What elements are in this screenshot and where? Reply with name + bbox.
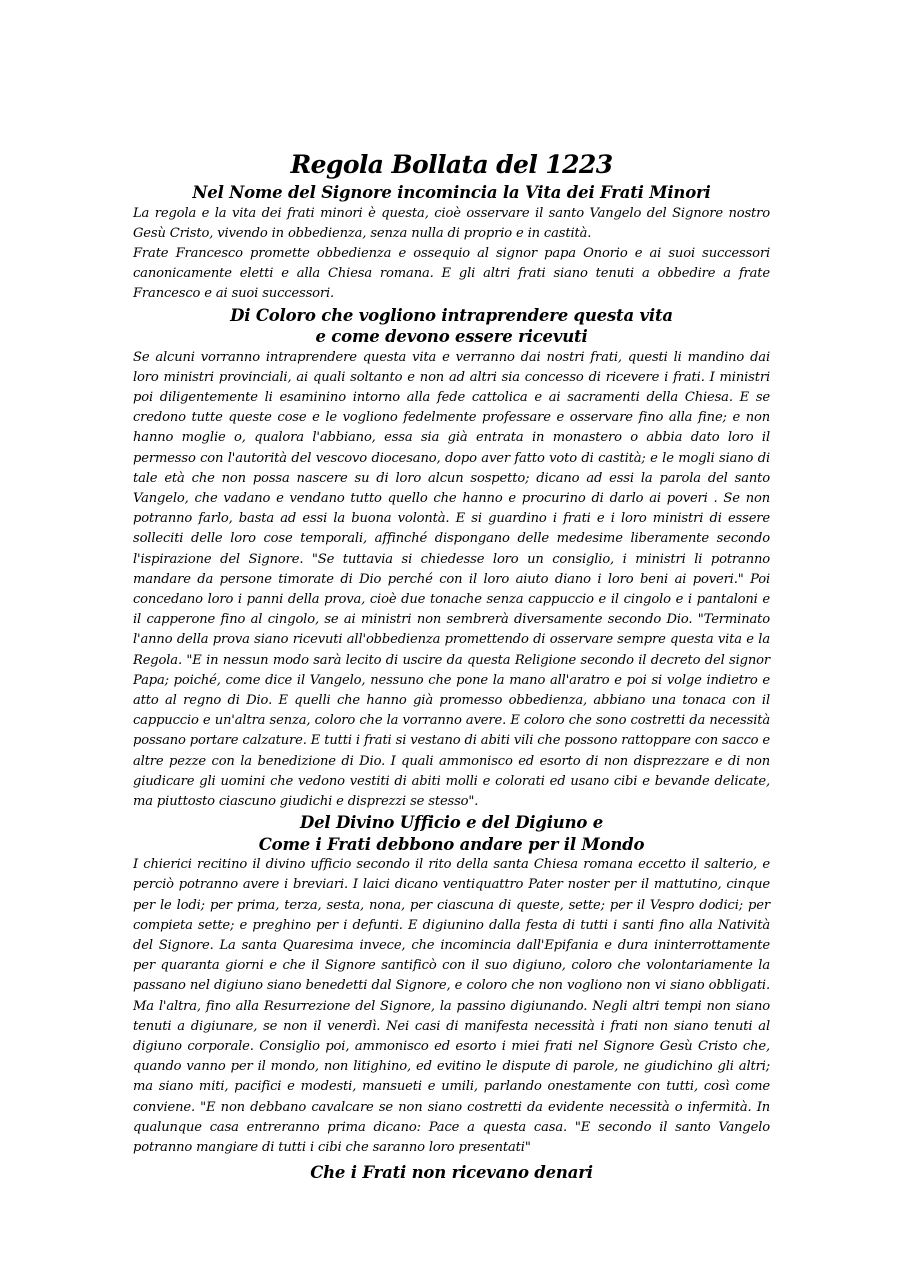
section-heading-line: e come devono essere ricevuti	[315, 327, 588, 347]
section-heading-line: Di Coloro che vogliono intraprendere questa vita	[230, 305, 673, 325]
section-heading-reception	[133, 305, 770, 348]
section-text-reception: Se alcuni vorranno intraprendere questa vita e verranno dai nostri frati, questi li mandino dai loro ministri provinciali, ai quali soltanto e non ad altri sia concesso di ricevere i frati. I ministri poi diligentemente li esaminino intorno alla fede cattolica e ai sacramenti della Chiesa. E se credono tutte queste cose e le vogliono fedelmente professare e osservare fino alla fine; e non hanno moglie o, qualora l'abbiano, essa sia già entrata in monastero o abbia dato loro il permesso con l'autorità del vescovo diocesano, dopo aver fatto voto di castità; e le mogli siano di tale età che non possa nascere su di loro alcun sospetto; dicano ad essi la parola del santo Vangelo, che vadano e vendano tutto quello che hanno e procurino di darlo ai poveri . Se non potranno farlo, basta ad essi la buona volontà. E si guardino i frati e i loro ministri di essere solleciti delle loro cose temporali, affinché dispongano delle medesime liberamente secondo l'ispirazione del Signore. "Se tuttavia si chiedesse loro un consiglio, i ministri li potranno mandare da persone timorate di Dio perché con il loro aiuto diano i loro beni ai poveri." Poi concedano loro i panni della prova, cioè due tonache senza cappuccio e il cingolo e i pantaloni e il capperone fino al cingolo, se ai ministri non sembrerà diversamente secondo Dio. "Terminato l'anno della prova siano ricevuti all'obbedienza promettendo di osservare sempre questa vita e la Regola. "E in nessun modo sarà lecito di uscire da questa Religione secondo il decreto del signor Papa; poiché, come dice il Vangelo, nessuno che pone la mano all'aratro e poi si volge indietro e atto al regno di Dio. E quelli che hanno già promesso obbedienza, abbiano una tonaca con il cappuccio e un'altra senza, coloro che la vorranno avere. E coloro che sono costretti da necessità possano portare calzature. E tutti i frati si vestano di abiti vili che possono rattoppare con sacco e altre pezze con la benedizione di Dio. I quali ammonisco ed esorto di non disprezzare e di non giudicare gli uomini che vedono vestiti di abiti molli e colorati ed usano cibi e bevande delicate, ma piuttosto ciascuno giudichi e disprezzi se stesso".	[133, 349, 770, 809]
section-heading-office-fasting	[133, 812, 770, 855]
document-page	[133, 148, 770, 1184]
intro-paragraph-2: Frate Francesco promette obbedienza e ossequio al signor papa Onorio e ai suoi successori canonicamente eletti e alla Chiesa romana. E gli altri frati siano tenuti a obbedire a frate Francesco e ai suoi successori.	[133, 245, 770, 302]
section-heading-line: Del Divino Ufficio e del Digiuno e	[299, 813, 604, 833]
intro-paragraph-1: La regola e la vita dei frati minori è questa, cioè osservare il santo Vangelo del Signore nostro Gesù Cristo, vivendo in obbedienza, senza nulla di proprio e in castità.	[133, 205, 770, 241]
section-heading-line: Come i Frati debbono andare per il Mondo	[258, 834, 645, 854]
section-heading-line: Che i Frati non ricevano denari	[310, 1163, 593, 1183]
document-subtitle: Nel Nome del Signore incomincia la Vita dei Frati Minori	[192, 183, 711, 202]
section-text-office-fasting: I chierici recitino il divino ufficio secondo il rito della santa Chiesa romana eccetto il salterio, e perciò potranno avere i breviari. I laici dicano ventiquattro Pater noster per il mattutino, cinque per le lodi; per prima, terza, sesta, nona, per ciascuna di queste, sette; per il Vespro dodici; per compieta sette; e preghino per i defunti. E digiunino dalla festa di tutti i santi fino alla Natività del Signore. La santa Quaresima invece, che incomincia dall'Epifania e dura ininterrottamente per quaranta giorni e che il Signore santificò con il suo digiuno, coloro che volontariamente la passano nel digiuno siano benedetti dal Signore, e coloro che non vogliono non vi siano obbligati. Ma l'altra, fino alla Resurrezione del Signore, la passino digiunando. Negli altri tempi non siano tenuti a digiunare, se non il venerdì. Nei casi di manifesta necessità i frati non siano tenuti al digiuno corporale. Consiglio poi, ammonisco ed esorto i miei frati nel Signore Gesù Cristo che, quando vanno per il mondo, non litighino, ed evitino le dispute di parole, ne giudichino gli altri; ma siano miti, pacifici e modesti, mansueti e umili, parlando onestamente con tutti, così come conviene. "E non debbano cavalcare se non siano costretti da evidente necessità o infermità. In qualunque casa entreranno prima dicano: Pace a questa casa. "E secondo il santo Vangelo potranno mangiare di tutti i cibi che saranno loro presentati"	[133, 857, 770, 1156]
section-heading-money	[133, 1162, 770, 1184]
document-title: Regola Bollata del 1223	[290, 150, 613, 179]
